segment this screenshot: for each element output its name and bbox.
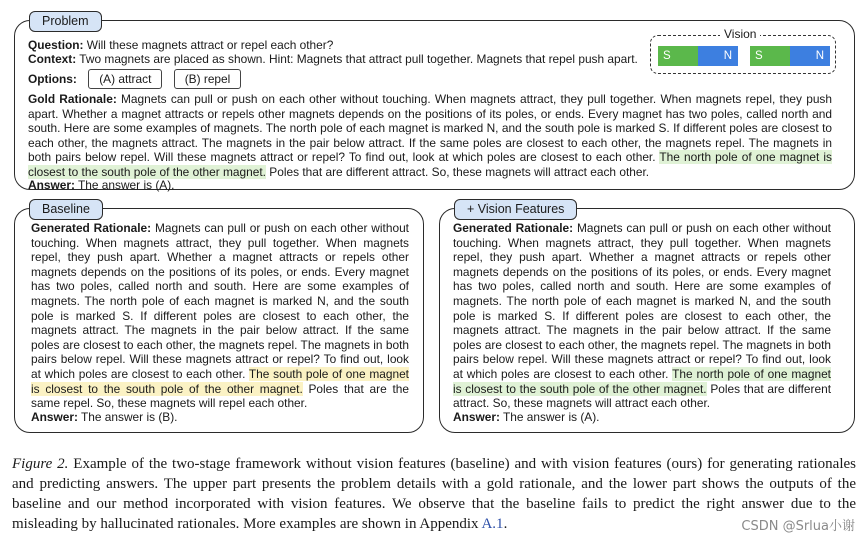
question-line: [28, 38, 648, 53]
magnet-right-north-pole: N: [790, 46, 830, 66]
watermark: CSDN @Srlua小谢: [741, 519, 855, 534]
magnet-left: [658, 46, 738, 66]
baseline-rationale-end: Poles that are the same repel. So, these magnets will repel each other.: [31, 381, 409, 411]
vision-answer: [453, 410, 823, 425]
vision-rationale-label: Generated Rationale:: [453, 221, 574, 235]
gold-rationale: [28, 92, 832, 180]
figure-caption: [12, 454, 856, 534]
baseline-rationale-highlight: The south pole of one magnet is closest to the south pole of the other magnet.: [31, 366, 409, 396]
gold-rationale-text: Magnets can pull or push on each other without touching. When magnets attract, they pull together. When magnets repel, they push apart. Whether a magnet attracts or repels other magnets depends on the positions of its poles, or ends. Every magnet has two poles, called north and south. Here are some examples of magnets. The north pole of each magnet is marked N, and the south pole is marked S. If different poles are closest to each other, the magnets attract. The magnets in the pair below attract. If the same poles are closest to each other, the magnets repel. The magnets in both pairs below repel. Will these magnets attract or repel? To find out, look at which poles are closest to each other.: [28, 92, 832, 165]
baseline-answer-label: Answer:: [31, 410, 78, 424]
option-b: (B) repel: [174, 69, 242, 89]
question-text: Will these magnets attract or repel each other?: [83, 38, 334, 52]
question-label: Question:: [28, 38, 84, 52]
option-a: (A) attract: [88, 69, 162, 89]
baseline-answer-text: The answer is (B).: [77, 410, 178, 424]
vision-rationale-end: Poles that are different attract. So, these magnets will attract each other.: [453, 381, 831, 411]
gold-answer: [28, 178, 428, 193]
gold-rationale-end: Poles that are different attract. So, these magnets will attract each other.: [265, 164, 650, 179]
magnet-right-south-pole: S: [750, 46, 790, 66]
figure-caption-text: Example of the two-stage framework without vision features (baseline) and with vision features (ours) for generating rationales and predicting answers. The upper part presents the problem details with a gold rationale, and the lower part shows the outputs of the baseline and our method incorporated with vision features. We observe that the baseline fails to predict the right answer due to the misleading by hallucinated rationales. More examples are shown in Appendix: [12, 456, 856, 532]
gold-rationale-highlight: The north pole of one magnet is closest to the south pole of the other magnet.: [28, 150, 833, 179]
baseline-rationale-label: Generated Rationale:: [31, 221, 152, 235]
magnet-left-south-pole: S: [658, 46, 698, 66]
vision-rationale-text: Magnets can pull or push on each other without touching. When magnets attract, they pull together. When magnets repel, they push apart. Whether a magnet attracts or repels other magnets depends on the positions of its poles, or ends. Every magnet has two poles, called north and south. Here are some examples of magnets. The north pole of each magnet is marked N, and the south pole is marked S. If different poles are closest to each other, the magnets attract. The magnets in the pair below attract. If the same poles are closest to each other, the magnets repel. The magnets in both pairs below repel. Will these magnets attract or repel? To find out, look at which poles are closest to each other.: [453, 221, 831, 381]
options-label: Options:: [28, 72, 77, 86]
vision-features-tag: + Vision Features: [454, 199, 577, 220]
context-text: Two magnets are placed as shown. Hint: Magnets that attract pull together. Magnets that repel push apart.: [76, 52, 638, 66]
figure-caption-end: .: [503, 516, 508, 532]
appendix-link[interactable]: A.1: [481, 516, 504, 532]
vision-answer-text: The answer is (A).: [499, 410, 600, 424]
vision-rationale: [453, 221, 831, 411]
gold-answer-text: The answer is (A).: [74, 178, 175, 192]
context-label: Context:: [28, 52, 77, 66]
baseline-rationale: [31, 221, 409, 411]
baseline-tag: Baseline: [29, 199, 103, 220]
context-line: [28, 52, 658, 67]
magnet-left-north-pole: N: [698, 46, 738, 66]
baseline-answer: [31, 410, 401, 425]
vision-answer-label: Answer:: [453, 410, 500, 424]
vision-label: Vision: [720, 28, 760, 41]
figure-caption-label: Figure 2.: [12, 456, 69, 472]
problem-tag: Problem: [29, 11, 102, 32]
gold-answer-label: Answer:: [28, 178, 75, 192]
gold-rationale-label: Gold Rationale:: [28, 92, 117, 106]
magnet-right: [750, 46, 830, 66]
options-line: [28, 69, 428, 89]
baseline-rationale-text: Magnets can pull or push on each other without touching. When magnets attract, they pull together. When magnets repel, they push apart. Whether a magnet attracts or repels other magnets depends on the positions of its poles, or ends. Every magnet has two poles, called north and south. Here are some examples of magnets. The north pole of each magnet is marked N, and the south pole is marked S. If different poles are closest to each other, the magnets attract. The magnets in the pair below attract. If the same poles are closest to each other, the magnets repel. The magnets in both pairs below repel. Will these magnets attract or repel? To find out, look at which poles are closest to each other.: [31, 221, 409, 381]
vision-rationale-highlight: The north pole of one magnet is closest to the south pole of the other magnet.: [453, 366, 831, 396]
